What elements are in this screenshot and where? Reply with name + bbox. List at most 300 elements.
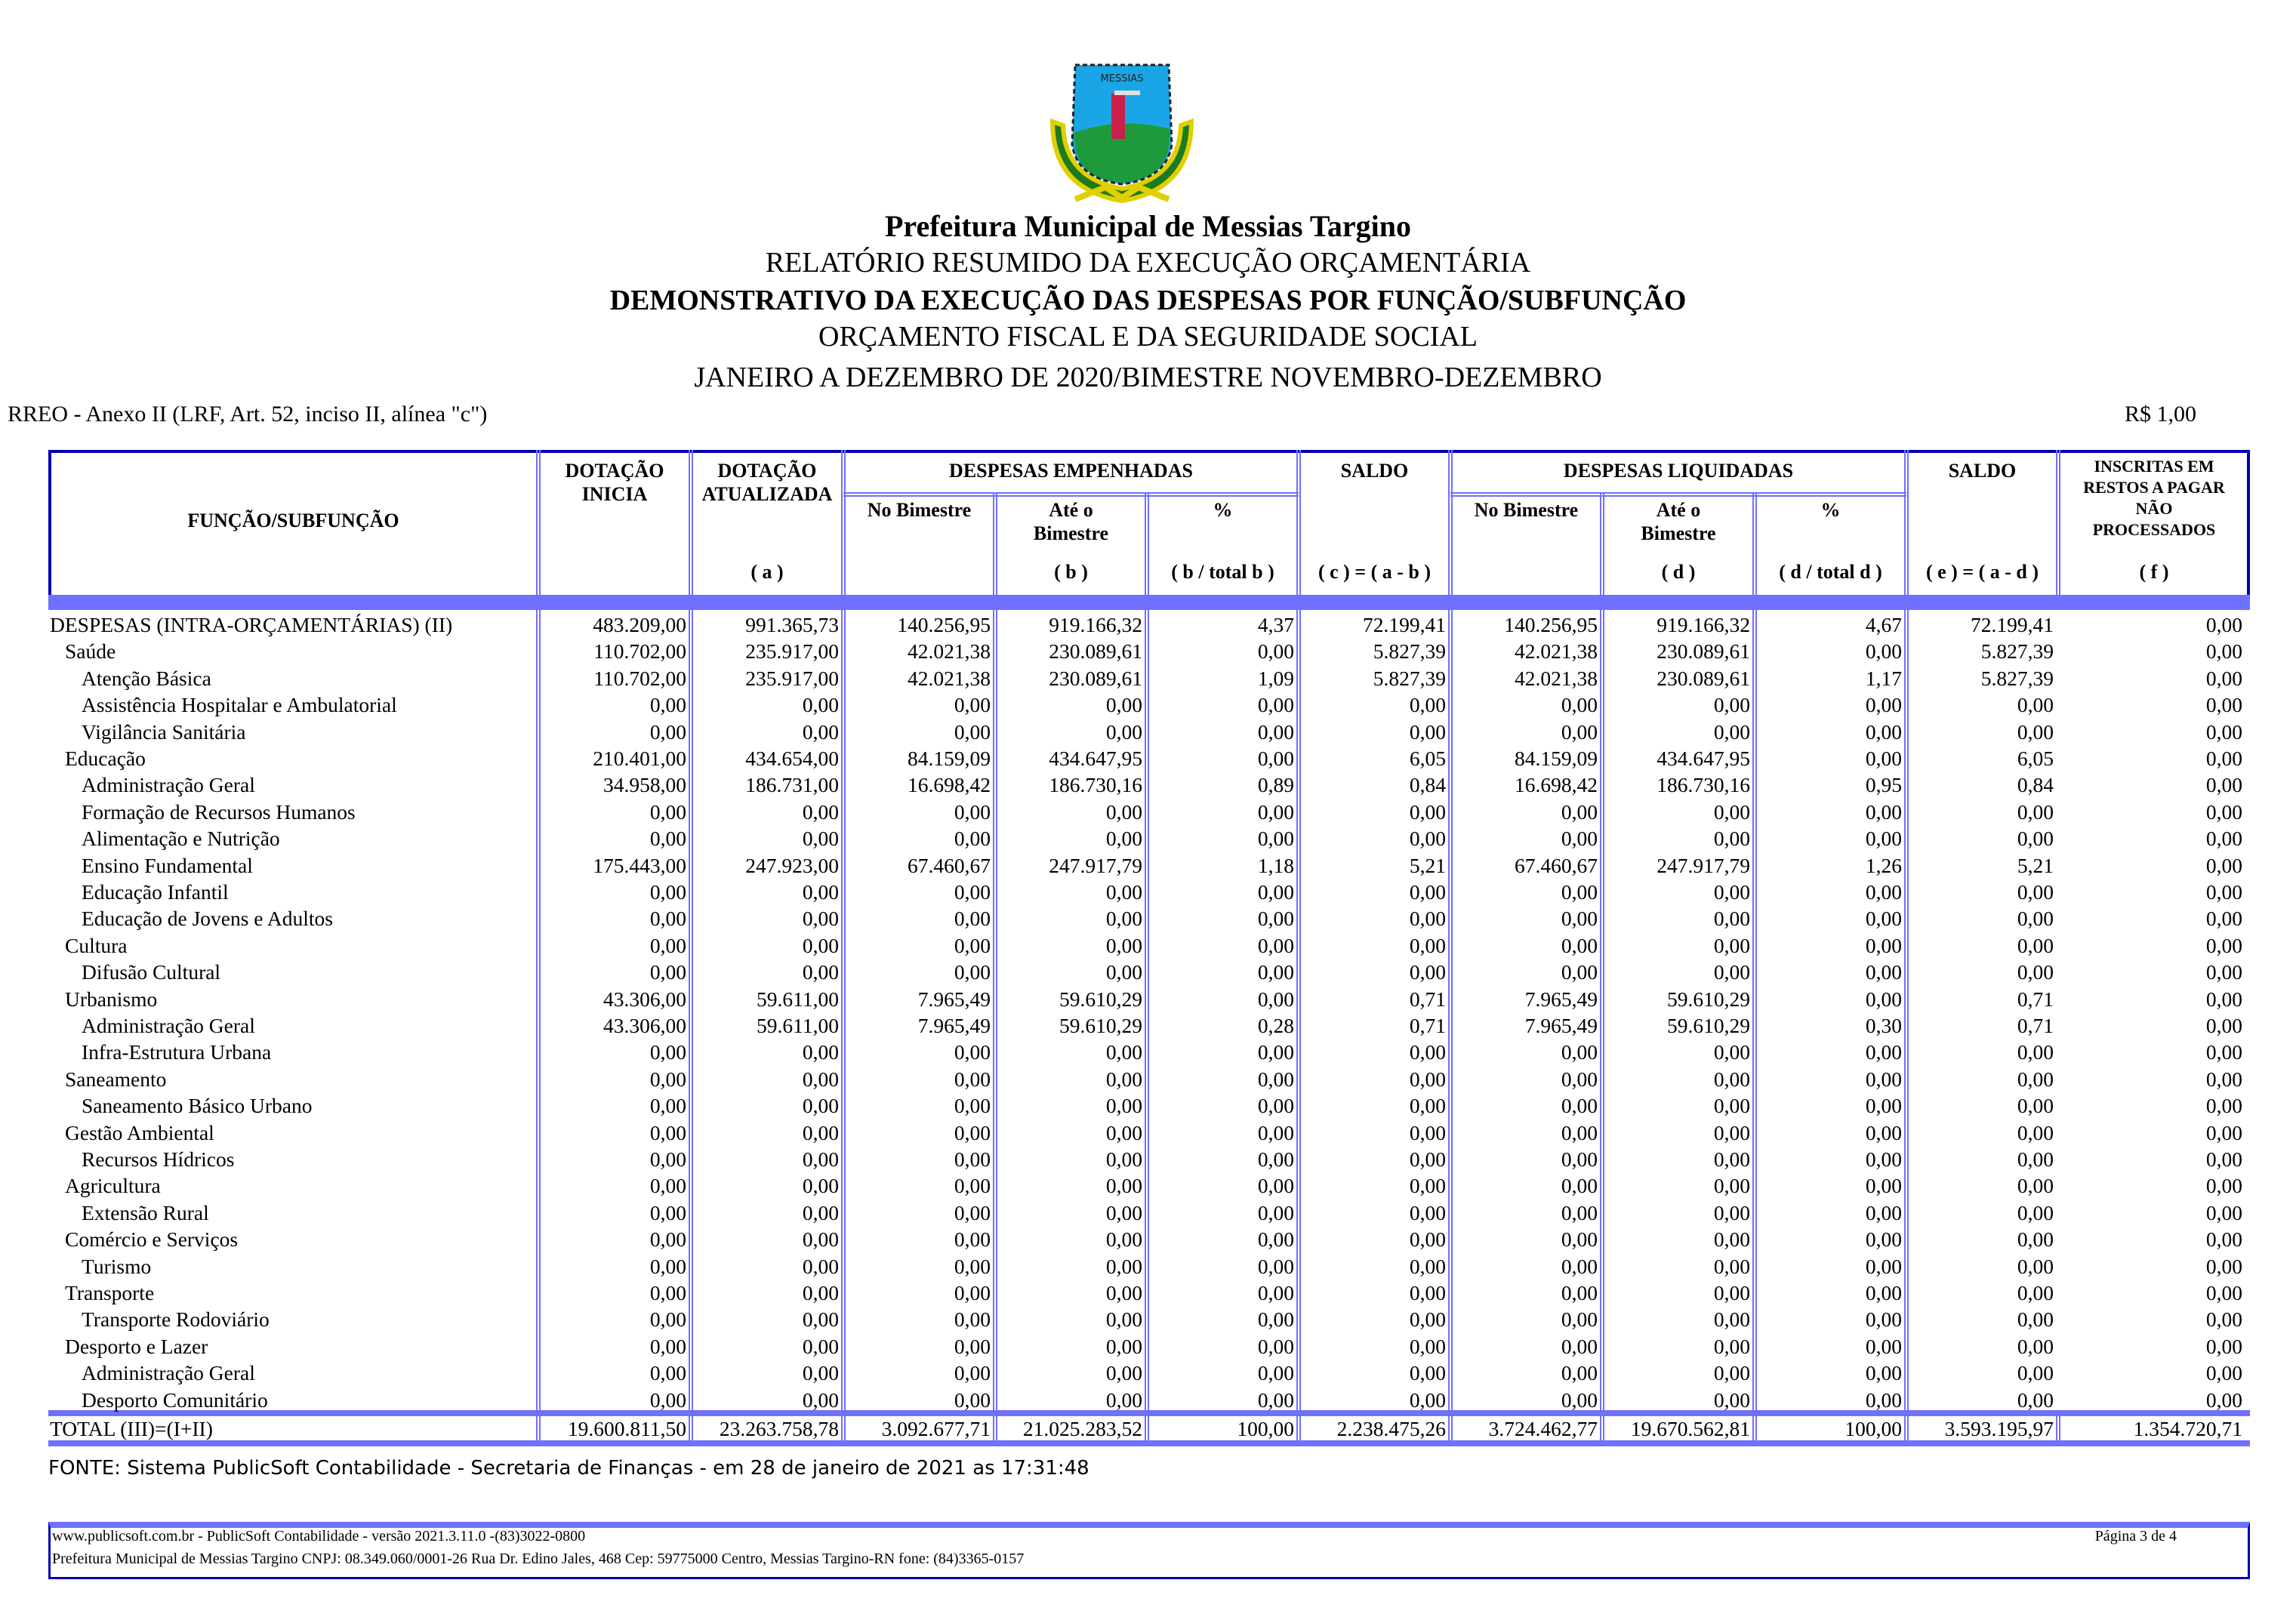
coat-of-arms-logo bbox=[1045, 50, 1199, 208]
cell-value: 0,00 bbox=[649, 1147, 686, 1171]
row-label: Cultura bbox=[65, 933, 128, 957]
cell-value: 434.654,00 bbox=[745, 747, 839, 770]
cell-value: 0,00 bbox=[1257, 693, 1294, 717]
header-column-divider bbox=[1904, 450, 1909, 595]
table-row bbox=[48, 1172, 2250, 1199]
row-label: Saneamento bbox=[65, 1067, 167, 1091]
cell-value: 0,00 bbox=[802, 1147, 839, 1171]
cell-value: 0,00 bbox=[2205, 1227, 2242, 1252]
cell-value: 0,00 bbox=[1409, 1067, 1446, 1091]
cell-value: 0,00 bbox=[1865, 1147, 1902, 1171]
row-label: Gestão Ambiental bbox=[65, 1120, 214, 1144]
cell-value: 42.021,38 bbox=[908, 666, 991, 690]
cell-value: 0,00 bbox=[2205, 1067, 2242, 1091]
table-row bbox=[48, 852, 2250, 879]
cell-value: 0,00 bbox=[2205, 1307, 2242, 1332]
header-ref-d-total: ( d / total d ) bbox=[1779, 561, 1882, 583]
cell-value: 0,00 bbox=[2205, 1361, 2242, 1385]
cell-value: 0,00 bbox=[2205, 773, 2242, 797]
cell-value: 0,00 bbox=[1865, 880, 1902, 904]
cell-value: 0,00 bbox=[1257, 1334, 1294, 1358]
header-dotacao-atualizada-l2: ATUALIZADA bbox=[701, 483, 833, 505]
cell-value: 0,00 bbox=[1409, 1307, 1446, 1332]
cell-value: 0,00 bbox=[1257, 880, 1294, 904]
cell-value: 0,89 bbox=[1257, 773, 1294, 797]
row-label: Turismo bbox=[82, 1254, 152, 1278]
footer-software: www.publicsoft.com.br - PublicSoft Contabilidade - versão 2021.3.11.0 -(83)3022-0800 bbox=[52, 1528, 586, 1544]
cell-value: 0,00 bbox=[802, 1254, 839, 1278]
cell-value: 0,00 bbox=[1561, 1094, 1598, 1118]
cell-value: 0,00 bbox=[802, 1281, 839, 1304]
cell-value: 0,30 bbox=[1865, 1014, 1902, 1037]
cell-value: 0,00 bbox=[1713, 1174, 1750, 1198]
cell-value: 0,00 bbox=[2205, 853, 2242, 877]
row-label: Administração Geral bbox=[82, 1361, 255, 1385]
cell-value: 0,00 bbox=[1105, 1307, 1142, 1332]
cell-value: 0,00 bbox=[649, 933, 686, 957]
cell-value: 175.443,00 bbox=[593, 853, 686, 877]
cell-value: 0,00 bbox=[1257, 799, 1294, 824]
cell-value: 0,00 bbox=[649, 1281, 686, 1304]
cell-value: 0,00 bbox=[2017, 907, 2054, 931]
cell-value: 0,00 bbox=[954, 1200, 991, 1224]
cell-value: 0,84 bbox=[2017, 773, 2054, 797]
cell-value: 5,21 bbox=[2017, 853, 2054, 877]
header-ref-c: ( c ) = ( a - b ) bbox=[1318, 561, 1432, 583]
cell-value: 0,00 bbox=[802, 693, 839, 717]
cell-value: 0,00 bbox=[1257, 1281, 1294, 1304]
cell-value: 43.306,00 bbox=[603, 1014, 686, 1037]
cell-value: 0,00 bbox=[649, 880, 686, 904]
cell-value: 235.917,00 bbox=[745, 666, 839, 690]
cell-value: 0,00 bbox=[1561, 719, 1598, 744]
row-label: Agricultura bbox=[65, 1174, 161, 1198]
cell-value: 0,00 bbox=[1105, 933, 1142, 957]
cell-value: 0,00 bbox=[1105, 907, 1142, 931]
cell-value: 21.025.283,52 bbox=[1022, 1417, 1142, 1440]
cell-value: 991.365,73 bbox=[745, 613, 839, 636]
cell-value: 0,00 bbox=[2205, 880, 2242, 904]
cell-value: 0,00 bbox=[2017, 693, 2054, 717]
cell-value: 247.917,79 bbox=[1657, 853, 1750, 877]
row-label: Vigilância Sanitária bbox=[82, 719, 246, 744]
total-column-divider bbox=[1296, 1416, 1301, 1440]
cell-value: 1,26 bbox=[1865, 853, 1902, 877]
cell-value: 0,00 bbox=[1257, 1200, 1294, 1224]
header-ref-f: ( f ) bbox=[2139, 561, 2169, 583]
report-title: RELATÓRIO RESUMIDO DA EXECUÇÃO ORÇAMENTÁRIA bbox=[765, 247, 1531, 279]
cell-value: 0,95 bbox=[1865, 773, 1902, 797]
cell-value: 0,00 bbox=[802, 1067, 839, 1091]
header-restos-a-pagar bbox=[2058, 456, 2250, 540]
header-column-divider bbox=[993, 492, 997, 595]
cell-value: 0,00 bbox=[1713, 1361, 1750, 1385]
total-column-divider bbox=[689, 1416, 693, 1440]
cell-value: 0,00 bbox=[1105, 960, 1142, 984]
table-row bbox=[48, 745, 2250, 771]
cell-value: 230.089,61 bbox=[1049, 639, 1142, 664]
cell-value: 0,00 bbox=[1865, 693, 1902, 717]
header-ref-d: ( d ) bbox=[1661, 561, 1696, 583]
cell-value: 0,00 bbox=[802, 1334, 839, 1358]
table-row bbox=[48, 1092, 2250, 1119]
source-note: FONTE: Sistema PublicSoft Contabilidade - Secretaria de Finanças - em 28 de janeiro de 2021 as 17:31:48 bbox=[48, 1457, 1089, 1480]
total-column-divider bbox=[1145, 1416, 1149, 1440]
cell-value: 0,00 bbox=[2205, 747, 2242, 770]
cell-value: 0,00 bbox=[954, 880, 991, 904]
cell-value: 0,00 bbox=[1409, 1200, 1446, 1224]
page-footer bbox=[48, 1522, 2250, 1579]
cell-value: 0,00 bbox=[1409, 719, 1446, 744]
table-row bbox=[48, 1226, 2250, 1252]
expenses-table bbox=[48, 450, 2250, 1445]
cell-value: 0,00 bbox=[649, 1174, 686, 1198]
header-rp-l3: NÃO bbox=[2135, 499, 2173, 518]
cell-value: 0,00 bbox=[1105, 827, 1142, 851]
cell-value: 0,00 bbox=[954, 1067, 991, 1091]
cell-value: 5.827,39 bbox=[1373, 666, 1446, 690]
cell-value: 0,00 bbox=[1713, 960, 1750, 984]
cell-value: 0,00 bbox=[1105, 719, 1142, 744]
cell-value: 0,00 bbox=[1713, 1147, 1750, 1171]
cell-value: 0,00 bbox=[1409, 1120, 1446, 1144]
cell-value: 0,00 bbox=[1409, 693, 1446, 717]
cell-value: 0,00 bbox=[1257, 1094, 1294, 1118]
cell-value: 0,00 bbox=[954, 1147, 991, 1171]
table-row bbox=[48, 932, 2250, 959]
svg-text:MESSIAS: MESSIAS bbox=[1100, 73, 1144, 85]
cell-value: 0,00 bbox=[2017, 933, 2054, 957]
cell-value: 72.199,41 bbox=[1971, 613, 2054, 636]
coat-of-arms-icon bbox=[1045, 50, 1199, 208]
cell-value: 0,00 bbox=[2017, 1281, 2054, 1304]
cell-value: 0,00 bbox=[649, 1200, 686, 1224]
cell-value: 0,00 bbox=[2205, 987, 2242, 1011]
header-divider-liquidadas bbox=[1450, 492, 1906, 497]
row-label: Educação de Jovens e Adultos bbox=[82, 907, 333, 931]
cell-value: 0,00 bbox=[2017, 827, 2054, 851]
cell-value: 0,00 bbox=[1561, 1147, 1598, 1171]
cell-value: 110.702,00 bbox=[593, 639, 686, 664]
header-emp-pct: % bbox=[1213, 499, 1233, 521]
cell-value: 0,00 bbox=[2017, 719, 2054, 744]
cell-value: 0,00 bbox=[2017, 960, 2054, 984]
cell-value: 5.827,39 bbox=[1980, 666, 2054, 690]
cell-value: 0,00 bbox=[1105, 1147, 1142, 1171]
cell-value: 140.256,95 bbox=[897, 613, 991, 636]
table-row bbox=[48, 1146, 2250, 1172]
cell-value: 0,00 bbox=[1561, 1067, 1598, 1091]
cell-value: 0,00 bbox=[1105, 1227, 1142, 1252]
cell-value: 19.600.811,50 bbox=[567, 1417, 686, 1440]
cell-value: 0,00 bbox=[1105, 799, 1142, 824]
header-column-divider bbox=[1752, 492, 1757, 595]
header-divider-empenhadas bbox=[843, 492, 1299, 497]
cell-value: 0,00 bbox=[1257, 1040, 1294, 1064]
table-row bbox=[48, 959, 2250, 985]
cell-value: 42.021,38 bbox=[1515, 666, 1598, 690]
cell-value: 0,00 bbox=[802, 1227, 839, 1252]
total-column-divider bbox=[2056, 1416, 2060, 1440]
cell-value: 0,00 bbox=[1105, 1067, 1142, 1091]
header-saldo-e: SALDO bbox=[1948, 460, 2017, 482]
cell-value: 0,00 bbox=[1865, 1254, 1902, 1278]
footer-address: Prefeitura Municipal de Messias Targino CNPJ: 08.349.060/0001-26 Rua Dr. Edino Jales, 468 Cep: 59775000 Centro, Messias Targino-RN fone: (84)3365-0157 bbox=[52, 1551, 1025, 1567]
cell-value: 34.958,00 bbox=[603, 773, 686, 797]
cell-value: 1.354.720,71 bbox=[2133, 1417, 2242, 1440]
header-dotacao-atualizada-l1: DOTAÇÃO bbox=[717, 460, 817, 482]
header-dotacao-inicial-l2: INICIA bbox=[581, 483, 648, 505]
table-row bbox=[48, 1360, 2250, 1386]
total-column-divider bbox=[841, 1416, 846, 1440]
cell-value: 0,00 bbox=[802, 907, 839, 931]
table-row bbox=[48, 1119, 2250, 1146]
cell-value: 0,00 bbox=[1105, 1120, 1142, 1144]
table-row bbox=[48, 638, 2250, 664]
header-dotacao-atualizada bbox=[691, 459, 843, 506]
table-row bbox=[48, 1306, 2250, 1332]
table-row bbox=[48, 986, 2250, 1012]
cell-value: 235.917,00 bbox=[745, 639, 839, 664]
cell-value: 186.730,16 bbox=[1049, 773, 1142, 797]
column-divider bbox=[1145, 610, 1149, 1410]
cell-value: 0,00 bbox=[1409, 1227, 1446, 1252]
cell-value: 0,00 bbox=[1713, 693, 1750, 717]
cell-value: 0,00 bbox=[2205, 1281, 2242, 1304]
cell-value: 0,00 bbox=[1865, 799, 1902, 824]
cell-value: 0,00 bbox=[1561, 1040, 1598, 1064]
total-column-divider bbox=[993, 1416, 997, 1440]
cell-value: 0,00 bbox=[1865, 907, 1902, 931]
row-label: Urbanismo bbox=[65, 987, 158, 1011]
cell-value: 0,00 bbox=[649, 1361, 686, 1385]
cell-value: 0,00 bbox=[1257, 1120, 1294, 1144]
cell-value: 0,00 bbox=[1105, 1094, 1142, 1118]
cell-value: 5.827,39 bbox=[1373, 639, 1446, 664]
table-row bbox=[48, 1066, 2250, 1092]
cell-value: 0,00 bbox=[1257, 1174, 1294, 1198]
cell-value: 100,00 bbox=[1845, 1417, 1902, 1440]
cell-value: 0,00 bbox=[802, 1094, 839, 1118]
cell-value: 0,00 bbox=[2205, 1040, 2242, 1064]
row-label: Educação Infantil bbox=[82, 880, 229, 904]
cell-value: 0,00 bbox=[1713, 1227, 1750, 1252]
cell-value: 0,00 bbox=[954, 719, 991, 744]
cell-value: 0,00 bbox=[802, 1174, 839, 1198]
row-label: Recursos Hídricos bbox=[82, 1147, 235, 1171]
cell-value: 0,00 bbox=[649, 1094, 686, 1118]
row-label: Ensino Fundamental bbox=[82, 853, 253, 877]
cell-value: 7.965,49 bbox=[917, 1014, 991, 1037]
cell-value: 1,09 bbox=[1257, 666, 1294, 690]
cell-value: 0,00 bbox=[1257, 827, 1294, 851]
cell-value: 43.306,00 bbox=[603, 987, 686, 1011]
cell-value: 0,00 bbox=[649, 1120, 686, 1144]
cell-value: 0,00 bbox=[954, 1120, 991, 1144]
cell-value: 0,00 bbox=[1105, 1281, 1142, 1304]
header-separator-bar bbox=[48, 595, 2250, 610]
cell-value: 0,00 bbox=[1865, 1387, 1902, 1412]
cell-value: 0,00 bbox=[2017, 1227, 2054, 1252]
cell-value: 140.256,95 bbox=[1504, 613, 1598, 636]
cell-value: 483.209,00 bbox=[593, 613, 686, 636]
cell-value: 0,00 bbox=[1105, 1040, 1142, 1064]
cell-value: 0,00 bbox=[1105, 1254, 1142, 1278]
cell-value: 0,00 bbox=[1561, 827, 1598, 851]
cell-value: 0,00 bbox=[649, 1254, 686, 1278]
cell-value: 0,00 bbox=[802, 719, 839, 744]
cell-value: 0,71 bbox=[1409, 1014, 1446, 1037]
cell-value: 0,00 bbox=[802, 880, 839, 904]
cell-value: 0,00 bbox=[1713, 1334, 1750, 1358]
table-row bbox=[48, 879, 2250, 905]
cell-value: 0,00 bbox=[1713, 1307, 1750, 1332]
cell-value: 0,00 bbox=[1865, 1174, 1902, 1198]
cell-value: 0,00 bbox=[1561, 1254, 1598, 1278]
cell-value: 0,00 bbox=[1409, 827, 1446, 851]
cell-value: 0,00 bbox=[2205, 666, 2242, 690]
currency-unit: R$ 1,00 bbox=[2124, 402, 2196, 427]
cell-value: 0,00 bbox=[1105, 880, 1142, 904]
table-row bbox=[48, 1387, 2250, 1413]
cell-value: 0,71 bbox=[2017, 987, 2054, 1011]
header-liq-pct: % bbox=[1820, 499, 1841, 521]
cell-value: 0,00 bbox=[2205, 1014, 2242, 1037]
cell-value: 0,00 bbox=[1713, 1387, 1750, 1412]
cell-value: 0,00 bbox=[2205, 1094, 2242, 1118]
cell-value: 0,00 bbox=[1865, 1040, 1902, 1064]
cell-value: 0,00 bbox=[954, 1334, 991, 1358]
cell-value: 0,00 bbox=[1865, 960, 1902, 984]
cell-value: 0,00 bbox=[1409, 1254, 1446, 1278]
cell-value: 0,00 bbox=[2017, 1361, 2054, 1385]
org-title: Prefeitura Municipal de Messias Targino bbox=[884, 209, 1412, 243]
cell-value: 0,00 bbox=[1257, 907, 1294, 931]
header-ref-e: ( e ) = ( a - d ) bbox=[1925, 561, 2039, 583]
cell-value: 0,00 bbox=[1257, 639, 1294, 664]
table-row bbox=[48, 771, 2250, 798]
cell-value: 0,00 bbox=[2017, 799, 2054, 824]
cell-value: 6,05 bbox=[1409, 747, 1446, 770]
column-divider bbox=[536, 610, 541, 1410]
column-divider bbox=[689, 610, 693, 1410]
cell-value: 0,00 bbox=[2205, 1200, 2242, 1224]
cell-value: 0,00 bbox=[1409, 1361, 1446, 1385]
row-label: Comércio e Serviços bbox=[65, 1227, 239, 1252]
total-column-divider bbox=[1752, 1416, 1757, 1440]
row-label: Transporte Rodoviário bbox=[82, 1307, 270, 1332]
row-label: Saúde bbox=[65, 639, 116, 664]
cell-value: 0,00 bbox=[2017, 1387, 2054, 1412]
cell-value: 0,00 bbox=[1257, 1307, 1294, 1332]
header-dotacao-inicial bbox=[538, 459, 691, 506]
row-label: Assistência Hospitalar e Ambulatorial bbox=[82, 693, 397, 717]
cell-value: 0,00 bbox=[2205, 1254, 2242, 1278]
cell-value: 0,00 bbox=[1713, 1200, 1750, 1224]
table-row bbox=[48, 1333, 2250, 1360]
cell-value: 0,28 bbox=[1257, 1014, 1294, 1037]
row-label: Formação de Recursos Humanos bbox=[82, 799, 356, 824]
cell-value: 0,00 bbox=[1713, 1254, 1750, 1278]
cell-value: 5.827,39 bbox=[1980, 639, 2054, 664]
cell-value: 0,00 bbox=[2205, 799, 2242, 824]
cell-value: 0,00 bbox=[1561, 960, 1598, 984]
cell-value: 0,00 bbox=[802, 1200, 839, 1224]
cell-value: 0,00 bbox=[1105, 1334, 1142, 1358]
cell-value: 0,00 bbox=[1257, 1387, 1294, 1412]
cell-value: 42.021,38 bbox=[1515, 639, 1598, 664]
column-divider bbox=[993, 610, 997, 1410]
cell-value: 0,00 bbox=[1409, 1387, 1446, 1412]
cell-value: 0,00 bbox=[2205, 827, 2242, 851]
cell-value: 0,00 bbox=[1409, 799, 1446, 824]
cell-value: 0,00 bbox=[1409, 1040, 1446, 1064]
cell-value: 0,00 bbox=[1713, 933, 1750, 957]
cell-value: 0,00 bbox=[1561, 799, 1598, 824]
column-divider bbox=[1752, 610, 1757, 1410]
header-column-divider bbox=[1448, 450, 1453, 595]
row-label: Administração Geral bbox=[82, 1014, 255, 1037]
cell-value: 0,00 bbox=[802, 1040, 839, 1064]
cell-value: 59.610,29 bbox=[1059, 1014, 1142, 1037]
row-label: Administração Geral bbox=[82, 773, 255, 797]
cell-value: 0,00 bbox=[1713, 1094, 1750, 1118]
budget-title: ORÇAMENTO FISCAL E DA SEGURIDADE SOCIAL bbox=[818, 321, 1478, 353]
footer-page-number: Página 3 de 4 bbox=[2094, 1528, 2177, 1544]
column-divider bbox=[1904, 610, 1909, 1410]
cell-value: 0,00 bbox=[1409, 1094, 1446, 1118]
header-despesas-empenhadas: DESPESAS EMPENHADAS bbox=[949, 460, 1193, 482]
cell-value: 72.199,41 bbox=[1363, 613, 1446, 636]
cell-value: 84.159,09 bbox=[1515, 747, 1598, 770]
header-emp-ate-l2: Bimestre bbox=[1033, 522, 1109, 544]
cell-value: 0,00 bbox=[1865, 1361, 1902, 1385]
cell-value: 0,00 bbox=[649, 1067, 686, 1091]
cell-value: 0,00 bbox=[1561, 1281, 1598, 1304]
cell-value: 0,00 bbox=[1561, 1361, 1598, 1385]
cell-value: 59.611,00 bbox=[757, 987, 839, 1011]
cell-value: 230.089,61 bbox=[1657, 639, 1750, 664]
cell-value: 0,00 bbox=[649, 799, 686, 824]
cell-value: 59.610,29 bbox=[1059, 987, 1142, 1011]
cell-value: 0,00 bbox=[1257, 1067, 1294, 1091]
total-column-divider bbox=[1448, 1416, 1453, 1440]
cell-value: 0,00 bbox=[954, 960, 991, 984]
column-divider bbox=[1296, 610, 1301, 1410]
cell-value: 0,00 bbox=[954, 1281, 991, 1304]
table-row bbox=[48, 1039, 2250, 1065]
cell-value: 919.166,32 bbox=[1049, 613, 1142, 636]
header-liq-ate-bimestre bbox=[1602, 498, 1755, 545]
cell-value: 0,00 bbox=[1865, 1334, 1902, 1358]
cell-value: 4,37 bbox=[1257, 613, 1294, 636]
cell-value: 0,00 bbox=[1409, 907, 1446, 931]
cell-value: 0,00 bbox=[1561, 1307, 1598, 1332]
cell-value: 0,00 bbox=[1105, 693, 1142, 717]
cell-value: 0,00 bbox=[1409, 1281, 1446, 1304]
cell-value: 0,00 bbox=[1713, 799, 1750, 824]
row-label: DESPESAS (INTRA-ORÇAMENTÁRIAS) (II) bbox=[50, 613, 453, 636]
header-column-divider bbox=[536, 450, 541, 595]
row-label: Difusão Cultural bbox=[82, 960, 221, 984]
cell-value: 0,00 bbox=[1865, 1307, 1902, 1332]
cell-value: 0,00 bbox=[649, 1334, 686, 1358]
table-row bbox=[48, 719, 2250, 745]
cell-value: 0,00 bbox=[954, 1040, 991, 1064]
cell-value: 0,00 bbox=[802, 960, 839, 984]
annex-reference: RREO - Anexo II (LRF, Art. 52, inciso II, alínea "c") bbox=[8, 402, 488, 427]
cell-value: 7.965,49 bbox=[1524, 1014, 1598, 1037]
